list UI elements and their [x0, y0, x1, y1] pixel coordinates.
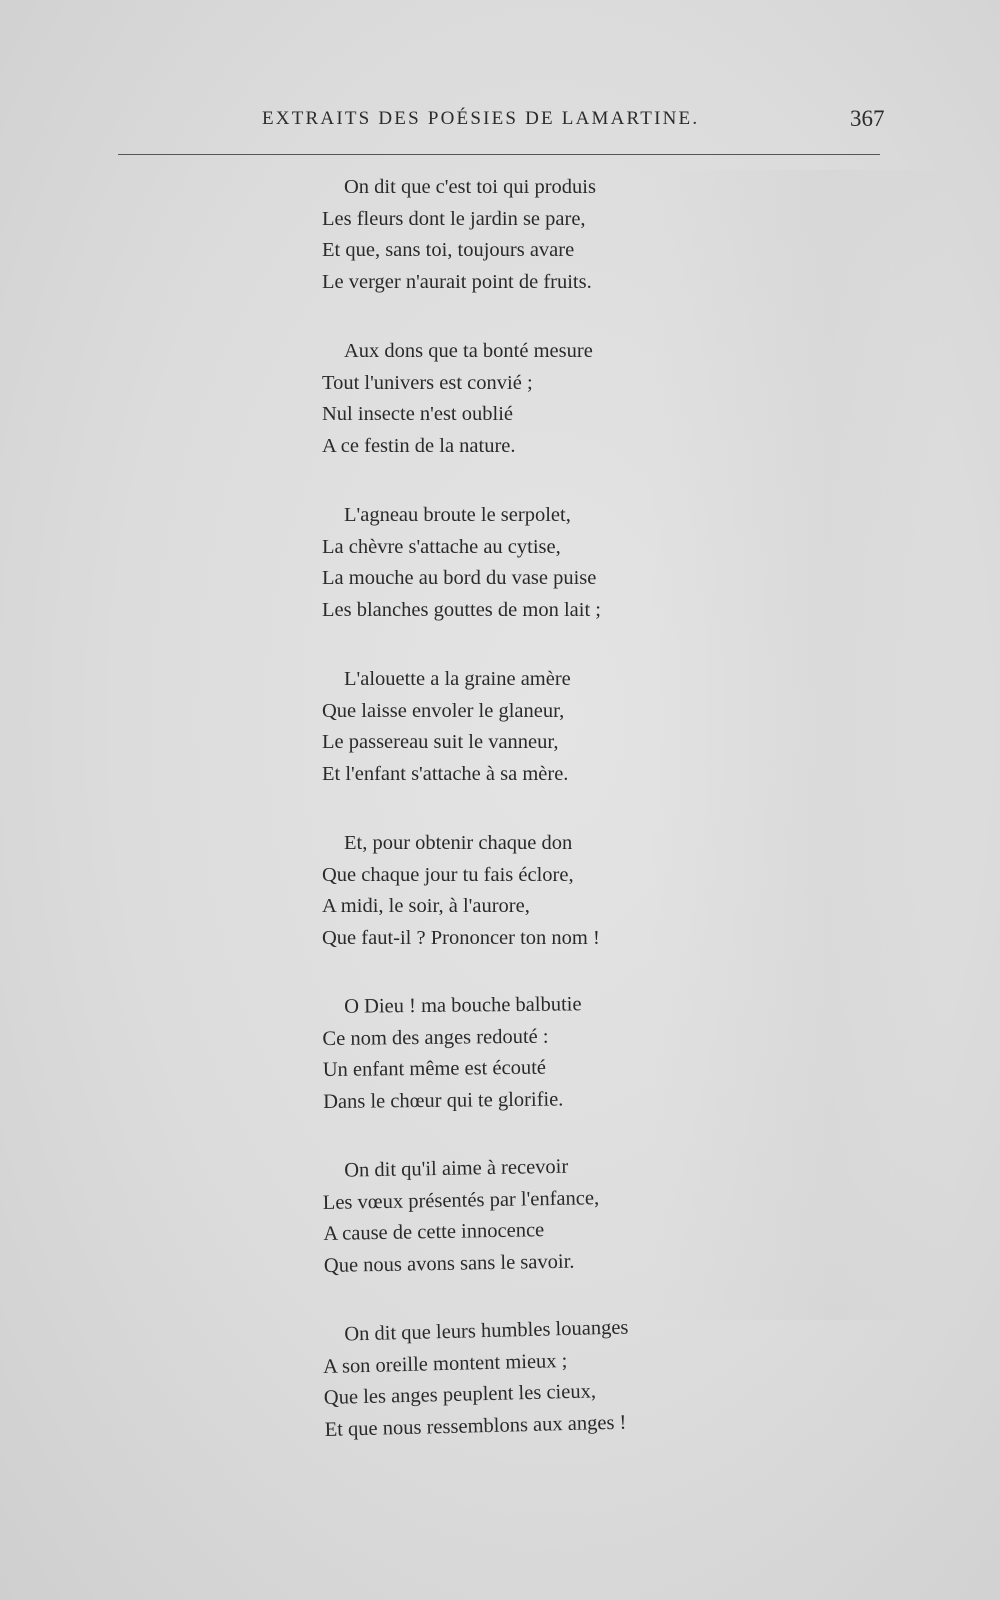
stanza: [322, 828, 742, 954]
stanza: [322, 500, 742, 626]
verse-line: On dit qu'il aime à recevoir: [344, 1155, 569, 1182]
verse-line: A son oreille montent mieux ;: [322, 1349, 568, 1378]
stanza: [322, 1149, 744, 1282]
verse-line: Et que nous ressemblons aux anges !: [324, 1411, 627, 1441]
verse-line: On dit que c'est toi qui produis: [344, 176, 596, 198]
verse-line: A midi, le soir, à l'aurore,: [322, 895, 530, 917]
header-rule: [118, 154, 880, 155]
verse-line: Et que, sans toi, toujours avare: [322, 239, 575, 261]
verse-line: Dans le chœur qui te glorifie.: [323, 1087, 564, 1113]
stanza: [322, 172, 742, 298]
verse-line: Que laisse envoler le glaneur,: [322, 699, 565, 722]
verse-line: Aux dons que ta bonté mesure: [344, 340, 593, 362]
verse-line: Un enfant même est écouté: [322, 1056, 547, 1081]
stanza: [322, 1310, 745, 1446]
verse-line: Et, pour obtenir chaque don: [344, 832, 573, 854]
verse-line: Nul insecte n'est oublié: [322, 403, 513, 425]
running-title: EXTRAITS DES POÉSIES DE LAMARTINE.: [262, 108, 700, 129]
verse-line: Et l'enfant s'attache à sa mère.: [322, 762, 569, 785]
verse-line: La mouche au bord du vase puise: [322, 567, 597, 589]
verse-line: Les vœux présentés par l'enfance,: [322, 1186, 600, 1214]
verse-line: Que les anges peuplent les cieux,: [323, 1380, 597, 1409]
verse-line: Les fleurs dont le jardin se pare,: [322, 207, 586, 230]
stanza: [322, 664, 742, 790]
verse-line: Les blanches gouttes de mon lait ;: [322, 598, 601, 621]
verse-line: A cause de cette innocence: [323, 1219, 545, 1245]
verse-line: On dit que leurs humbles louanges: [344, 1316, 629, 1346]
verse-line: Ce nom des anges redouté :: [322, 1025, 549, 1050]
stanza: [322, 988, 743, 1118]
verse-line: L'agneau broute le serpolet,: [344, 504, 571, 526]
verse-line: Le verger n'aurait point de fruits.: [322, 270, 592, 293]
verse-line: Tout l'univers est convié ;: [322, 371, 533, 394]
poem: [322, 172, 742, 1484]
verse-line: Que faut-il ? Prononcer ton nom !: [322, 926, 600, 949]
verse-line: A ce festin de la nature.: [322, 434, 516, 457]
verse-line: L'alouette a la graine amère: [344, 668, 571, 690]
page-number: 367: [850, 106, 885, 131]
verse-line: La chèvre s'attache au cytise,: [322, 535, 561, 558]
verse-line: Que chaque jour tu fais éclore,: [322, 863, 574, 886]
stanza: [322, 336, 742, 462]
verse-line: Le passereau suit le vanneur,: [322, 731, 559, 753]
verse-line: Que nous avons sans le savoir.: [323, 1250, 575, 1277]
verse-line: O Dieu ! ma bouche balbutie: [344, 993, 582, 1018]
